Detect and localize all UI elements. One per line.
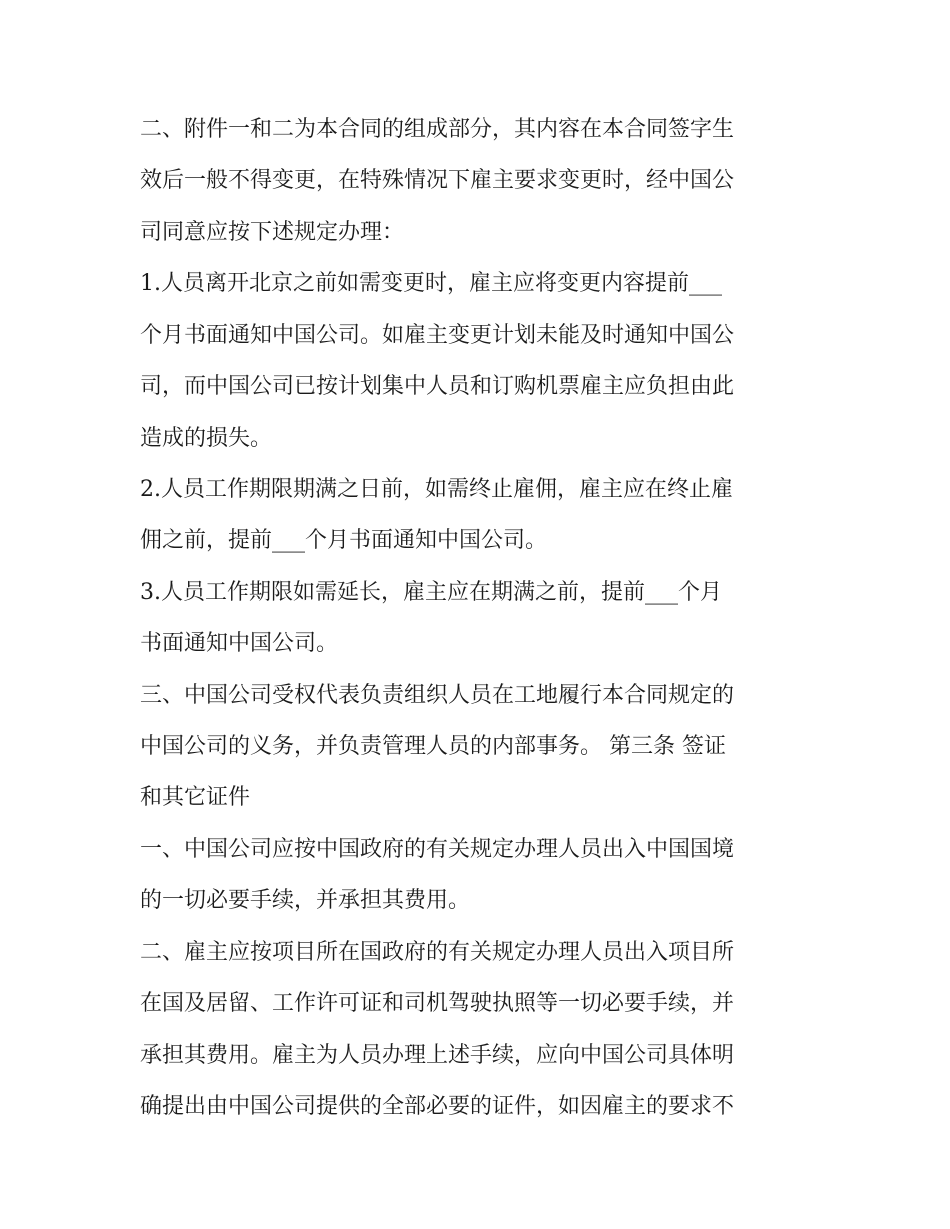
text-line: 书面通知中国公司。 — [140, 631, 339, 656]
text-line: 二、附件一和二为本合同的组成部分，其内容在本合同签字生 — [140, 117, 735, 142]
text-line: 承担其费用。雇主为人员办理上述手续，应向中国公司具体明 — [140, 1043, 735, 1068]
text-line: 1.人员离开北京之前如需变更时，雇主应将变更内容提前___ — [140, 271, 722, 296]
text-line: 二、雇主应按项目所在国政府的有关规定办理人员出入项目所 — [140, 940, 735, 965]
text-line: 佣之前，提前___个月书面通知中国公司。 — [140, 528, 548, 553]
text-line: 和其它证件 — [140, 785, 251, 810]
text-line: 2.人员工作期限期满之日前，如需终止雇佣，雇主应在终止雇 — [140, 477, 733, 502]
text-line: 司同意应按下述规定办理： — [140, 220, 405, 245]
text-line: 中国公司的义务，并负责管理人员的内部事务。 第三条 签证 — [140, 734, 726, 759]
text-line: 个月书面通知中国公司。如雇主变更计划未能及时通知中国公 — [140, 323, 735, 348]
text-line: 三、中国公司受权代表负责组织人员在工地履行本合同规定的 — [140, 683, 735, 708]
text-line: 在国及居留、工作许可证和司机驾驶执照等一切必要手续，并 — [140, 991, 735, 1016]
text-line: 效后一般不得变更，在特殊情况下雇主要求变更时，经中国公 — [140, 168, 735, 193]
text-line: 一、中国公司应按中国政府的有关规定办理人员出入中国国境 — [140, 837, 735, 862]
text-line: 司，而中国公司已按计划集中人员和订购机票雇主应负担由此 — [140, 374, 735, 399]
text-line: 造成的损失。 — [140, 426, 273, 451]
text-line: 3.人员工作期限如需延长，雇主应在期满之前，提前___个月 — [140, 580, 722, 605]
text-line: 的一切必要手续，并承担其费用。 — [140, 888, 471, 913]
text-line: 确提出由中国公司提供的全部必要的证件，如因雇主的要求不 — [140, 1094, 735, 1119]
